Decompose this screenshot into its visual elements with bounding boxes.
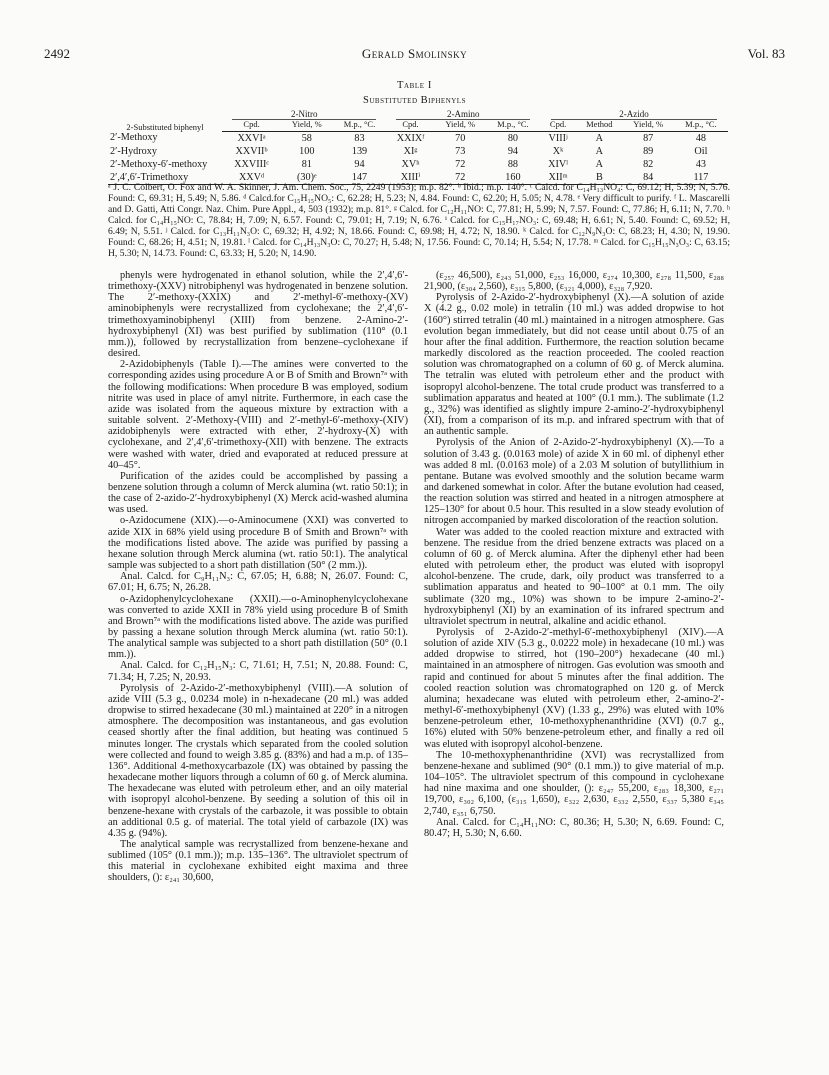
table-cell: 84 (623, 171, 674, 185)
table-cell: 139 (351, 145, 368, 157)
table-cell: 88 (507, 158, 519, 170)
col-header: Cpd. (222, 120, 281, 132)
table-cell: A (595, 158, 604, 170)
paragraph: Pyrolysis of 2-Azido-2′-methoxybiphenyl (VIII).—A solution of azide VIII (5.3 g., 0.0234 mole) in n-hexadecane (20 ml.) was added dropwise to stirred hexadecane (30 ml.) maintained at 220° in a nitrogen atmosphere. The decomposition was instantaneous, and gas evolution ceased shortly after the final addition, but heating was continued 5 minutes longer. The crystals which separated from the cooled solution were collected and found to weigh 3.85 g. (83%) and had a m.p. of 135–136°. Additional 4-methoxycarbazole (IX) was obtained by passing the hexadecane mother liquors through a column of 60 g. of Merck alumina. The hexadecane was eluted with petroleum ether, and an oily material with isopropyl alcohol-benzene. By seeding a solution of this oil in benzene-hexane with crystals of the carbazole, it was possible to obtain an additional 0.5 g. of material. The total yield of carbazole (IX) was 4.35 g. (94%). (108, 682, 408, 839)
table-cell: XXVIIIᶜ (234, 158, 269, 170)
table-cell: 83 (354, 132, 365, 144)
table-cell: XIVˡ (548, 158, 568, 170)
table-title: Substituted Biphenyls (363, 95, 466, 106)
table-cell: XIIᵐ (540, 171, 576, 185)
paragraph: Anal. Calcd. for C₉H₁₁N₃: C, 67.05; H, 6.88; N, 26.07. Found: C, 67.01; H, 6.75; N, 26.28. (108, 571, 408, 594)
table-cell: 147 (332, 171, 386, 185)
paragraph: Pyrolysis of the Anion of 2-Azido-2′-hydroxybiphenyl (X).—To a solution of 3.43 g. (0.0163 mole) of azide X in 60 ml. of diphenyl ether was added 8 ml. (0.0163 mole) of a 2.03 M solution of butyllithium in pentane. Butane was evolved smoothly and the solution became warm and darkened somewhat in color. After the butane evolution had ceased, the reaction solution was stirred and heated in a nitrogen atmosphere at 125–130° for about 0.5 hour. This resulted in a slow steady evolution of nitrogen accompanied by marked discoloration of the reaction solution. (424, 437, 724, 527)
table-cell: 94 (354, 158, 365, 170)
table-cell: 100 (299, 145, 315, 157)
col-header: M.p., °C. (332, 120, 386, 132)
table-body (108, 132, 728, 185)
paragraph: o-Azidocumene (XIX).—o-Aminocumene (XXI) was converted to azide XIX in 68% yield using procedure B of Smith and Brown⁷ᵃ with the modifications listed above. The azide was purified by passing a hexane solution through Merck alumina (wt. ratio 50:1). The analytical sample was subjected to a short path distillation (50° (2 mm.)). (108, 515, 408, 572)
table-cell: XXVIᵃ (237, 132, 266, 144)
table-caption: Table I (396, 80, 432, 91)
table-cell: XXVᵈ (222, 171, 281, 185)
right-column (424, 270, 724, 839)
table-cell: 81 (301, 158, 312, 170)
table-row (108, 145, 728, 158)
table-cell: XXVIIᵇ (235, 145, 268, 157)
table-cell: 160 (486, 171, 540, 185)
paragraph: The analytical sample was recrystallized from benzene-hexane and sublimed (105° (0.1 mm.)); m.p. 135–136°. The ultraviolet spectrum of this material in cyclohexane exhibited eight maxima and three shoulders, (): ε₂₄₁ 30,600, (108, 838, 408, 884)
paragraph: The 10-methoxyphenanthridine (XVI) was recrystallized from benzene-hexane and sublimed (90° (0.1 mm.)) to give material of m.p. 104–105°. The ultraviolet spectrum of this compound in cyclohexane had nine maxima and one shoulder, (): ε₂₄₇ 55,200, ε₂₈₃ 18,300, ε₂₇₁ 19,700, ε₃₀₂ 6,100, (ε₃₁₅ 1,650), ε₃₂₂ 2,630, ε₃₃₂ 2,550, ε₃₃₇ 5,380 ε₃₄₅ 2,740, ε₃₅₁ 6,750. (424, 749, 724, 817)
paragraph: o-Azidophenylcyclohexane (XXII).—o-Aminophenylcyclohexane was converted to azide XXII in 78% yield using procedure B of Smith and Brown⁷ᵃ with the modifications listed above. The azide was purified by passing a hexane solution through Merck alumina (wt. ratio 50:1). The analytical sample was subjected to a short path distillation (50° (0.1 mm.)). (108, 593, 408, 661)
table-cell: 117 (674, 171, 728, 185)
paragraph: Anal. Calcd. for C₁₄H₁₁NO: C, 80.36; H, 5.30; N, 6.69. Found: C, 80.47; H, 5.30; N, 6.60. (424, 816, 724, 839)
paragraph: (ε₂₅₇ 46,500), ε₂₄₃ 51,000, ε₂₅₃ 16,000, ε₂₇₄ 10,300, ε₂₇₈ 11,500, ε₂₈₈ 21,900, (ε₃₀₄ 2,560), ε₃₁₅ 5,800, (ε₃₂₁ 4,000), ε₃₂₈ 7,920. (424, 270, 724, 293)
table-cell: Xᵏ (552, 145, 564, 157)
table-cell: 70 (455, 132, 466, 144)
table-cell: 89 (643, 145, 654, 157)
group-nitro: 2-Nitro (232, 110, 376, 120)
paragraph: Anal. Calcd. for C₁₂H₁₅N₃: C, 71.61; H, 7.51; N, 20.88. Found: C, 71.34; H, 7.25; N, 20.93. (108, 660, 408, 683)
table-row (108, 158, 728, 171)
paragraph: Purification of the azides could be accomplished by passing a benzene solution through a column of Merck alumina (wt. ratio 50:1); in the case of 2-azido-2′-hydroxybiphenyl (X) Merck acid-washed alumina was used. (108, 470, 408, 516)
volume-label: Vol. 83 (747, 46, 785, 61)
table-cell: XXIXᶠ (396, 132, 425, 144)
table-cell: XIᵍ (403, 145, 418, 157)
table-cell: 72 (455, 158, 466, 170)
paragraph: Water was added to the cooled reaction mixture and extracted with benzene. The residue from the dried benzene extracts was placed on a column of 60 g. of Merck alumina. After the diphenyl ether had been eluted with petroleum ether, the product was eluted with isopropyl alcohol-benzene. The crude, dark, oily product was transferred to a sublimation apparatus and heated to 90–100° at 0.1 mm. The oily sublimate (320 mg., 10%) was shown to be impure 2-amino-2′-hydroxybiphenyl (XI) by an examination of its infrared spectrum and ultraviolet spectrum in neutral, alkaline and acidic ethanol. (424, 526, 724, 627)
table-cell: A (595, 132, 604, 144)
table-cell: (30)ᵉ (281, 171, 332, 185)
table-cell: 73 (455, 145, 466, 157)
col-header: Yield, % (281, 120, 332, 132)
table-cell: 87 (643, 132, 654, 144)
table-footnotes: ᵃ J. C. Colbert, O. Fox and W. A. Skinner, J. Am. Chem. Soc., 75, 2249 (1953); m.p. 82°. ᵇ Ibid.; m.p. 140°. ᶜ Calcd. for C₁₄H₁₃NO₄: C, 69.12; H, 5.39; N, 5.76. Found: C, 69.31; H, 5.49; N, 5.86. ᵈ Calcd.for C₁₅H₁₅NO₅: C, 62.28; H, 5.23; N, 4.84. Found: C, 62.20; H, 5.05; N, 4.78. ᵉ Very difficult to purify. ᶠ L. Mascarelli and D. Gatti, Atti Congr. Naz. Chim. Pure Appl., 4, 503 (1932); m.p. 81°. ᵍ Calcd. for C₁₂H₁₁NO: C, 77.81; H, 5.99; N, 7.57. Found: C, 77.86; H, 6.11; N, 7.70. ʰ Calcd. for C₁₄H₁₅NO: C, 78.84; H, 7.09; N, 6.57. Found: C, 79.01; H, 7.19; N, 6.76. ⁱ Calcd. for C₁₅H₁₇NO₃: C, 69.48; H, 6.61; N, 5.40. Found: C, 69.52; H, 6.49; N, 5.51. ʲ Calcd. for C₁₃H₁₁N₃O: C, 69.32; H, 4.92; N, 18.66. Found: C, 69.98; H, 4.72; N, 18.90. ᵏ Calcd. for C₁₂N₉N₃O: C, 68.23; H, 4.30; N, 19.90. Found: C, 68.26; H, 4.51; N, 19.81. ˡ Calcd. for C₁₄H₁₃N₃O: C, 70.27; H, 5.48; N, 17.56. Found: C, 70.14; H, 5.54; N, 17.78. ᵐ Calcd. for C₁₅H₁₅N₃O₃: C, 63.15; H, 5.30; N, 14.73. Found: C, 63.33; H, 5.20; N, 14.90. (108, 182, 730, 259)
table-cell: 2′-Methoxy (110, 132, 158, 144)
biphenyl-table (108, 110, 728, 185)
col-header: Method (576, 120, 622, 132)
paragraph: Pyrolysis of 2-Azido-2′-methyl-6′-methoxybiphenyl (XIV).—A solution of azide XIV (5.3 g., 0.0222 mole) in hexadecane (10 ml.) was added dropwise to stirred, hot (190–200°) hexadecane (40 ml.) maintained in an atmosphere of nitrogen. Gas evolution was smooth and rapid and continued for about 5 minutes after the final addition. The cooled reaction solution was chromatographed on 120 g. of Merck alumina; hexadecane was eluted with petroleum ether, 2-amino-2′-methyl-6′-methoxybiphenyl (XV) (1.33 g., 29%) was eluted with 10% benzene-petroleum ether, 10-methoxyphenanthridine (XVI) (0.7 g., 16%) eluted with 50% benzene-petroleum ether, and finally a red oil was eluted with isopropyl alcohol-benzene. (424, 627, 724, 750)
table-cell: 94 (507, 145, 519, 157)
col-header: M.p., °C. (486, 120, 540, 132)
table-cell: B (576, 171, 622, 185)
table-cell: VIIIʲ (548, 132, 568, 144)
table-cell: Oil (694, 145, 708, 157)
col-header: M.p., °C. (674, 120, 728, 132)
col-header: Yield, % (435, 120, 486, 132)
paragraph: Pyrolysis of 2-Azido-2′-hydroxybiphenyl (X).—A solution of azide X (4.2 g., 0.02 mole) in tetralin (10 ml.) was added dropwise to hot (160°) stirred tetralin (40 ml.) maintained in a nitrogen atmosphere. Gas evolution began immediately, but did not cease until about 0.75 of an hour after the final addition. Furthermore, the reaction solution became markedly discolored as the reaction proceeded. The cooled reaction solution was chromatographed on a column of 60 g. of Merck alumina. The tetralin was eluted with petroleum ether and the product with isopropyl alcohol-benzene. The total crude product was transferred to a sublimation apparatus and heated at 100° (0.1 mm.). The sublimate (1.2 g., 32%) was identified as slightly impure 2-amino-2′-hydroxybiphenyl (XI), from a comparison of its m.p. and infrared spectrum with that of an authentic sample. (424, 292, 724, 438)
group-amino: 2-Amino (396, 110, 530, 120)
table-cell: 82 (643, 158, 654, 170)
paragraph: 2-Azidobiphenyls (Table I).—The amines were converted to the corresponding azides using procedure A or B of Smith and Brown⁷ᵃ with the following modifications: When procedure B was employed, sodium nitrite was used in place of amyl nitrite. Furthermore, in each case the azide was isolated from the aqueous mixture by extraction with a suitable solvent. 2′-Methoxy-(VIII) and 2′-methyl-6′-methoxy-(XIV) azidobiphenyls were extracted with ether, 2′-hydroxy-(X) with cyclohexane, and 2′,4′,6′-trimethoxy-(XII) with benzene. The extracts were washed with water, dried and evaporated at reduced pressure at 40–45°. (108, 359, 408, 471)
running-header (44, 46, 785, 62)
group-azido: 2-Azido (551, 110, 717, 120)
col-header: Yield, % (623, 120, 674, 132)
table-cell: 2′-Methoxy-6′-methoxy (110, 158, 208, 170)
table-row (108, 132, 728, 146)
table-cell: A (595, 145, 604, 157)
author-name: Gerald Smolinsky (361, 46, 468, 61)
table-cell: 2′,4′,6′-Trimethoxy (108, 171, 222, 185)
table-cell: 72 (435, 171, 486, 185)
table-cell: 43 (695, 158, 707, 170)
paragraph: phenyls were hydrogenated in ethanol solution, while the 2′,4′,6′-trimethoxy-(XXV) nitrobiphenyl was hydrogenated in benzene solution. The 2′-methoxy-(XXIX) and 2′-methyl-6′-methoxy-(XV) aminobiphenyls were recrystallized from cyclohexane; the 2′,4′,6′-trimethoxyaminobiphenyl (XIII) from benzene. 2-Amino-2′-hydroxybiphenyl (XI) was best purified by sublimation (110° (0.1 mm.)), followed by recrystallization from benzene–cyclohexane if desired. (108, 270, 408, 360)
col-substituted: 2-Substituted biphenyl (126, 121, 204, 132)
table-cell: 2′-Hydroxy (110, 145, 157, 157)
table-cell: 58 (301, 132, 312, 144)
col-header: Cpd. (540, 120, 576, 132)
left-column (108, 270, 408, 884)
table-cell: XVʰ (401, 158, 420, 170)
table-cell: 80 (507, 132, 519, 144)
col-header: Cpd. (387, 120, 435, 132)
table-cell: XIIIⁱ (387, 171, 435, 185)
page-number: 2492 (44, 46, 70, 61)
table-cell: 48 (695, 132, 707, 144)
